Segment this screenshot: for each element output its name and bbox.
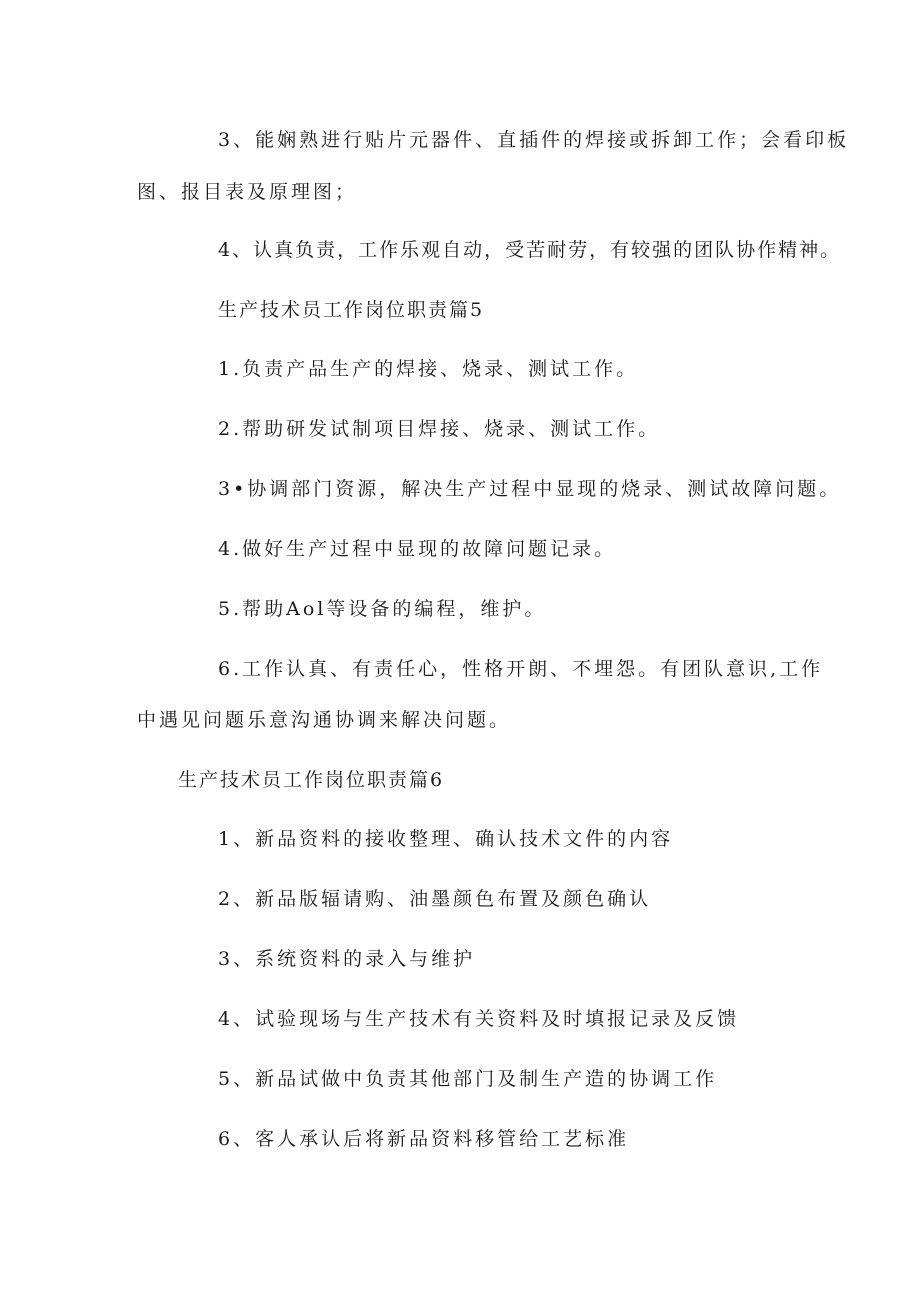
list-item: 4、试验现场与生产技术有关资料及时填报记录及反馈 xyxy=(218,1008,740,1030)
list-item: 1.负责产品生产的焊接、烧录、测试工作。 xyxy=(218,358,639,380)
list-item: 4.做好生产过程中显现的故障问题记录。 xyxy=(218,538,617,560)
list-item: 5.帮助Aol等设备的编程，维护。 xyxy=(218,598,547,620)
list-item-continuation: 中遇见问题乐意沟通协调来解决问题。 xyxy=(137,709,512,731)
list-item: 5、新品试做中负责其他部门及制生产造的协调工作 xyxy=(218,1068,718,1090)
list-item: 2.帮助研发试制项目焊接、烧录、测试工作。 xyxy=(218,418,661,440)
list-item: 3、系统资料的录入与维护 xyxy=(218,948,476,970)
list-item: 3•协调部门资源，解决生产过程中显现的烧录、测试故障问题。 xyxy=(218,478,842,500)
list-item: 2、新品版辐请购、油墨颜色布置及颜色确认 xyxy=(218,888,652,910)
paragraph: 4、认真负责，工作乐观自动，受苦耐劳，有较强的团队协作精神。 xyxy=(218,239,842,261)
section-heading: 生产技术员工作岗位职责篇5 xyxy=(218,299,485,321)
section-heading: 生产技术员工作岗位职责篇6 xyxy=(178,769,445,791)
list-item: 6.工作认真、有责任心，性格开朗、不埋怨。有团队意识,工作 xyxy=(218,658,824,680)
list-item: 1、新品资料的接收整理、确认技术文件的内容 xyxy=(218,828,674,850)
paragraph-line: 3、能娴熟进行贴片元器件、直插件的焊接或拆卸工作；会看印板 xyxy=(218,129,850,151)
list-item: 6、客人承认后将新品资料移管给工艺标准 xyxy=(218,1128,630,1150)
paragraph-line: 图、报目表及原理图； xyxy=(137,181,358,203)
